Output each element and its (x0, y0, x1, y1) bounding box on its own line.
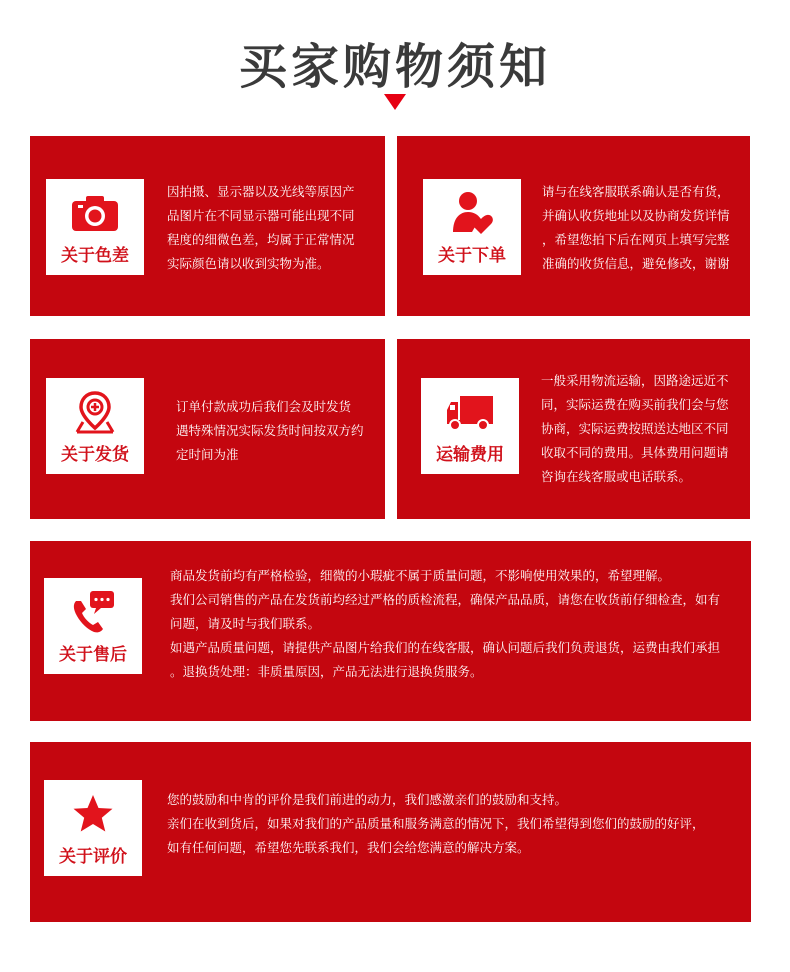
card-text (167, 180, 355, 276)
card-title: 关于评价 (59, 847, 127, 867)
card-text-line: 准确的收货信息，避免修改，谢谢 (542, 256, 730, 271)
card-badge (421, 378, 519, 474)
card-text-line: 订单付款成功后我们会及时发货 (176, 399, 352, 414)
card-text-line: 一般采用物流运输，因路途远近不 (541, 373, 729, 388)
card-title: 关于下单 (438, 246, 506, 266)
card-text-line: 品图片在不同显示器可能出现不同 (167, 208, 355, 223)
notice-card-after-sales (30, 541, 751, 721)
notice-card-color-difference (30, 136, 385, 316)
location-pin-icon (73, 388, 117, 436)
card-text-line: 如遇产品质量问题，请提供产品图片给我们的在线客服，确认问题后我们负责退货，运费由我们承担 (170, 640, 721, 655)
card-text (541, 369, 729, 489)
card-text-line: 协商，实际运费按照送达地区不同 (541, 421, 729, 436)
card-text (167, 788, 705, 860)
card-text-line: 亲们在收到货后，如果对我们的产品质量和服务满意的情况下，我们希望得到您们的鼓励的好评， (167, 816, 705, 831)
card-text-line: 定时间为准 (176, 447, 239, 462)
card-text-line: ，希望您拍下后在网页上填写完整 (542, 232, 730, 247)
down-arrow-icon (384, 94, 406, 110)
notice-card-shipping (30, 339, 385, 519)
card-text-line: 。退换货处理：非质量原因，产品无法进行退换货服务。 (170, 664, 483, 679)
phone-chat-icon (70, 588, 116, 636)
card-text-line: 因拍摄、显示器以及光线等原因产 (167, 184, 355, 199)
card-text-line: 收取不同的费用。具体费用问题请 (541, 445, 729, 460)
card-text-line: 问题，请及时与我们联系。 (170, 616, 321, 631)
card-text (170, 564, 720, 684)
card-text-line: 咨询在线客服或电话联系。 (541, 469, 692, 484)
notice-card-reviews (30, 742, 751, 922)
truck-icon (445, 388, 495, 436)
card-text-line: 同，实际运费在购买前我们会与您 (541, 397, 729, 412)
card-text-line: 请与在线客服联系确认是否有货， (542, 184, 730, 199)
card-badge (44, 780, 142, 876)
page-title: 买家购物须知 (238, 39, 551, 95)
card-text (542, 180, 730, 276)
card-badge (46, 378, 144, 474)
notice-card-ordering (397, 136, 750, 316)
card-title: 关于发货 (61, 445, 129, 465)
card-title: 关于色差 (61, 246, 129, 266)
card-title: 关于售后 (59, 645, 127, 665)
card-title: 运输费用 (436, 445, 504, 465)
card-badge (423, 179, 521, 275)
card-text-line: 您的鼓励和中肯的评价是我们前进的动力，我们感激亲们的鼓励和支持。 (167, 792, 568, 807)
card-text-line: 如有任何问题，希望您先联系我们，我们会给您满意的解决方案。 (167, 840, 530, 855)
notice-card-freight (397, 339, 750, 519)
card-text-line: 遇特殊情况实际发货时间按双方约 (176, 423, 364, 438)
user-heart-icon (450, 189, 494, 237)
card-text-line: 并确认收货地址以及协商发货详情 (542, 208, 730, 223)
card-badge (46, 179, 144, 275)
card-text (176, 395, 364, 467)
star-icon (71, 790, 115, 838)
camera-icon (70, 189, 120, 237)
card-badge (44, 578, 142, 674)
card-text-line: 实际颜色请以收到实物为准。 (167, 256, 330, 271)
card-text-line: 商品发货前均有严格检验，细微的小瑕疵不属于质量问题，不影响使用效果的，希望理解。 (170, 568, 671, 583)
card-text-line: 我们公司销售的产品在发货前均经过严格的质检流程，确保产品品质，请您在收货前仔细检查，如有 (170, 592, 721, 607)
card-text-line: 程度的细微色差，均属于正常情况 (167, 232, 355, 247)
